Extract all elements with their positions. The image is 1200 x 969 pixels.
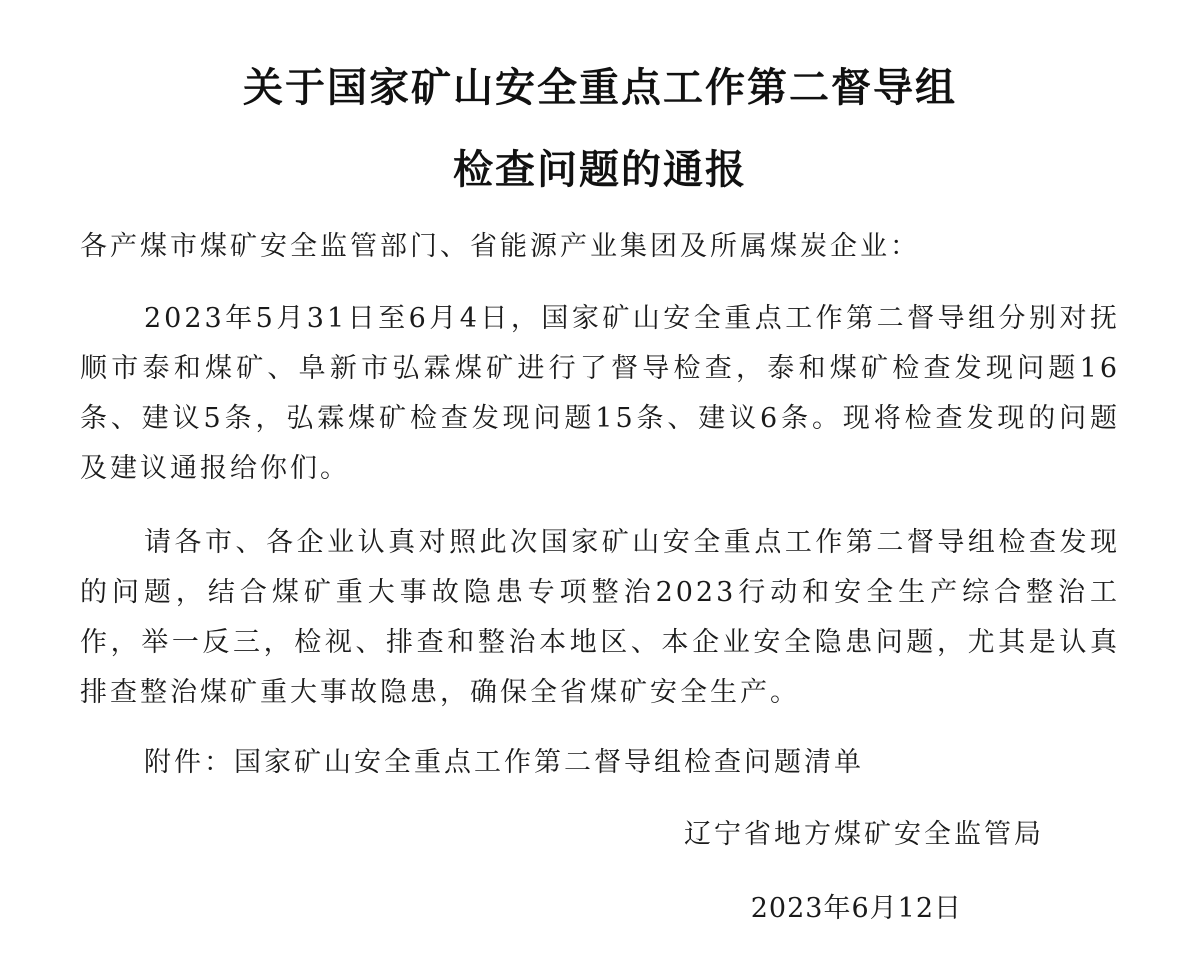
document-title-line-1: 关于国家矿山安全重点工作第二督导组 bbox=[243, 65, 957, 111]
salutation: 各产煤市煤矿安全监管部门、省能源产业集团及所属煤炭企业： bbox=[80, 231, 920, 262]
issue-date: 2023年6月12日 bbox=[750, 893, 962, 924]
body-paragraph-2: 请各市、各企业认真对照此次国家矿山安全重点工作第二督导组检查发现的问题，结合煤矿重大事故隐患专项整治2023行动和安全生产综合整治工作，举一反三，检视、排查和整治本地区、本企业安全隐患问题，尤其是认真排查整治煤矿重大事故隐患，确保全省煤矿安全生产。 bbox=[80, 527, 1120, 708]
body-paragraph-1: 2023年5月31日至6月4日，国家矿山安全重点工作第二督导组分别对抚顺市泰和煤矿、阜新市弘霖煤矿进行了督导检查，泰和煤矿检查发现问题16条、建议5条，弘霖煤矿检查发现问题15条、建议6条。现将检查发现的问题及建议通报给你们。 bbox=[80, 303, 1120, 484]
document-title-line-2: 检查问题的通报 bbox=[453, 147, 747, 193]
issuer-signature: 辽宁省地方煤矿安全监管局 bbox=[684, 819, 1044, 850]
attachment-line: 附件：国家矿山安全重点工作第二督导组检查问题清单 bbox=[144, 747, 864, 778]
